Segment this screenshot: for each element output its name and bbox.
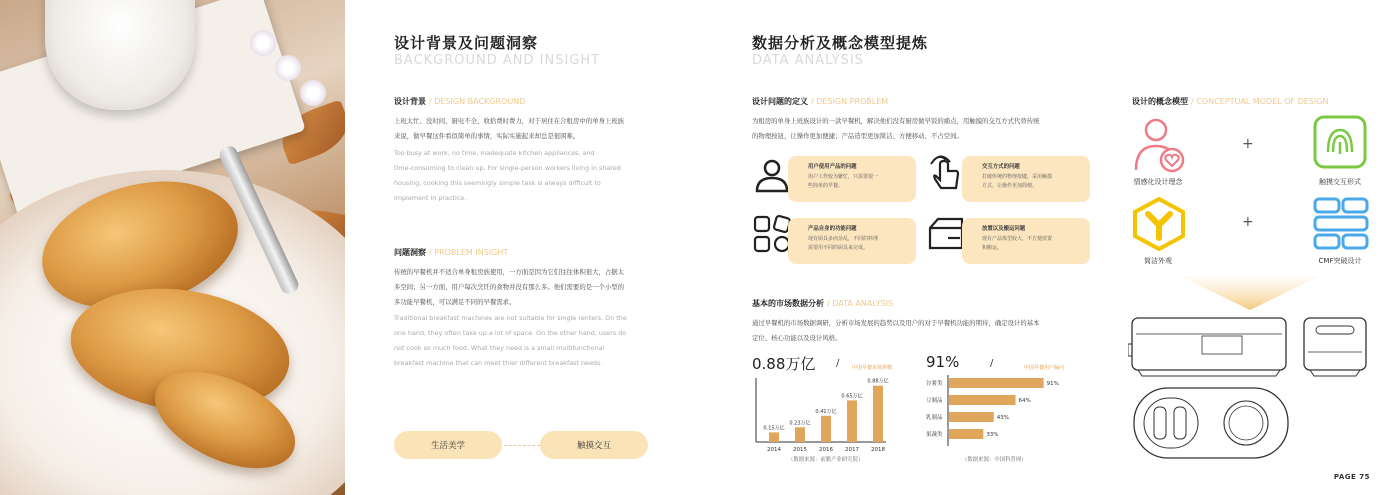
plus-sign: + bbox=[1242, 214, 1254, 230]
pill-connector bbox=[504, 445, 540, 446]
bar-data-label: 0.65万亿 bbox=[841, 393, 863, 400]
hexagon-y-icon bbox=[1130, 196, 1188, 252]
background-title-en: BACKGROUND AND INSIGHT bbox=[394, 53, 601, 68]
bar-2014 bbox=[769, 432, 779, 442]
bar-data-label: 64% bbox=[1018, 398, 1031, 404]
pill-touch-interaction: 触摸交互 bbox=[540, 431, 648, 459]
x-tick-label: 2016 bbox=[819, 447, 833, 453]
bar-data-label: 91% bbox=[1046, 381, 1059, 387]
design-problem-cn: 为租房的单身上班族设计的一款早餐机，解决他们没有厨房做早饭的痛点，用触摸的交互方式代替传统 的物理按钮，让操作更加便捷；产品造型更加简洁、方便移动、不占空间。 bbox=[752, 117, 1040, 140]
market-analysis-cn: 通过早餐机的市场数据调研，分析市场发展的趋势以及用户的对于早餐机功能的期待，确定设计的基本 定位、核心功能以及设计风格。 bbox=[752, 319, 1040, 342]
touch-fingerprint-icon bbox=[1312, 114, 1368, 170]
user-preference-source: （数据来源：中国科普网） bbox=[962, 457, 1027, 463]
design-background-heading: 设计背景 / DESIGN BACKGROUND bbox=[394, 97, 526, 106]
user-preference-bar-chart bbox=[926, 375, 1076, 449]
bar-data-label: 43% bbox=[996, 415, 1009, 421]
bar-谷薯类 bbox=[949, 378, 1044, 388]
croissant-photo bbox=[0, 0, 345, 495]
plus-sign: + bbox=[1242, 136, 1254, 152]
bar-data-label: 0.41万亿 bbox=[815, 408, 837, 415]
x-tick-label: 2017 bbox=[845, 447, 859, 453]
problem-card-storage: 放置以及搬运问题 现有产品体型较大，不方便放置 和搬运。 bbox=[962, 218, 1090, 264]
design-background-en: Too busy at work, no time, inadequate kitchen appliances, and time-consuming to clean up. For single-person workers living in shared housing, cooking this seemingly simple task is always difficult to implement in practice. bbox=[394, 149, 621, 202]
flower-decoration bbox=[250, 30, 276, 56]
background-title: 设计背景及问题洞察 bbox=[394, 34, 539, 52]
concept-simple-label: 简洁外观 bbox=[1144, 257, 1172, 265]
bar-data-label: 0.15万亿 bbox=[763, 425, 785, 432]
page-number: PAGE 75 bbox=[1333, 473, 1370, 481]
bar-2018 bbox=[873, 386, 883, 442]
concept-model-heading: 设计的概念模型 / CONCEPTUAL MODEL OF DESIGN bbox=[1132, 97, 1329, 106]
bar-data-label: 0.88万亿 bbox=[867, 378, 889, 385]
market-size-value: 0.88万亿 bbox=[752, 355, 816, 373]
problem-insight-en: Traditional breakfast machines are not suitable for single renters. On the one hand, they often take up a lot of space. On the other hand, users do not cook so much food. What they need is a small multifunctional breakfast machine that can meet thier different breakfast needs. bbox=[394, 314, 627, 367]
bar-2016 bbox=[821, 416, 831, 442]
concept-emotional-label: 情感化设计理念 bbox=[1133, 178, 1183, 186]
concept-cmf-label: CMF突破设计 bbox=[1318, 257, 1362, 265]
problem-card-function: 产品自身的功能问题 现有厨具多而杂乱，不同的料理 需要用不同的厨具来完成。 bbox=[788, 218, 916, 264]
category-label: 谷薯类 bbox=[926, 381, 943, 387]
problem-insight-cn: 传统的早餐机并不适合单身租房族使用，一方面是因为它们往往体积很大，占据太 多空间；另一方面，用户每次烹饪的食物并没有那么多。他们需要的是一个小型的 多功能早餐机，可以满足不同的早餐需求。 bbox=[394, 268, 625, 306]
pill-life-aesthetics: 生活美学 bbox=[394, 431, 502, 459]
design-background-cn: 上班太忙、没时间、厨电不全、收拾费时费力，对于居住在合租房中的单身上班族 来说，做早餐这件看似简单的事情，实际实施起来却总是很困难。 bbox=[394, 117, 625, 140]
bar-果蔬类 bbox=[949, 429, 983, 439]
stat-slash: / bbox=[836, 358, 840, 369]
bar-2015 bbox=[795, 427, 805, 442]
category-label: 乳制品 bbox=[926, 415, 943, 421]
flower-decoration bbox=[275, 55, 301, 81]
problem-card-user: 用户使用产品的问题 用户工作较为繁忙，只需要很一 些简单的早餐。 bbox=[788, 156, 916, 202]
bar-data-label: 0.23万亿 bbox=[789, 420, 811, 427]
user-preference-caption: 中国早餐用户偏向 bbox=[1024, 365, 1065, 371]
market-size-bar-chart bbox=[752, 372, 892, 454]
bar-2017 bbox=[847, 400, 857, 442]
emotional-user-heart-icon bbox=[1130, 114, 1190, 174]
apps-grid-icon bbox=[752, 214, 792, 254]
bar-乳制品 bbox=[949, 412, 994, 422]
category-label: 豆制品 bbox=[926, 398, 943, 404]
bar-data-label: 33% bbox=[986, 432, 999, 438]
x-tick-label: 2015 bbox=[793, 447, 807, 453]
category-label: 果蔬类 bbox=[926, 432, 943, 438]
user-icon bbox=[752, 155, 792, 195]
convergence-arrow bbox=[1180, 276, 1320, 310]
product-sketch bbox=[1128, 312, 1378, 472]
x-tick-label: 2018 bbox=[871, 447, 885, 453]
box-icon bbox=[926, 214, 966, 254]
concept-touch-label: 触摸交互形式 bbox=[1319, 178, 1361, 186]
bar-豆制品 bbox=[949, 395, 1016, 405]
problem-insight-heading: 问题洞察 / PROBLEM INSIGHT bbox=[394, 248, 509, 257]
problem-card-interaction: 交互方式的问题 打破传统的物理按键，采用触摸 方式，让操作更加简便。 bbox=[962, 156, 1090, 202]
touch-hand-icon bbox=[926, 152, 966, 192]
market-analysis-heading: 基本的市场数据分析 / DATA ANALYSIS bbox=[752, 299, 894, 308]
market-size-source: （数据来源：前瞻产业研究院） bbox=[788, 457, 864, 463]
data-analysis-title: 数据分析及概念模型提炼 bbox=[752, 34, 929, 52]
x-tick-label: 2014 bbox=[767, 447, 781, 453]
user-preference-value: 91% bbox=[926, 353, 960, 371]
flower-decoration bbox=[300, 80, 326, 106]
data-analysis-title-en: DATA ANALYSIS bbox=[752, 53, 864, 68]
design-problem-heading: 设计问题的定义 / DESIGN PROBLEM bbox=[752, 97, 889, 106]
blocks-grid-icon bbox=[1312, 196, 1370, 252]
market-size-caption: 中国早餐市场规模 bbox=[852, 365, 893, 371]
stat-slash: / bbox=[990, 358, 994, 369]
